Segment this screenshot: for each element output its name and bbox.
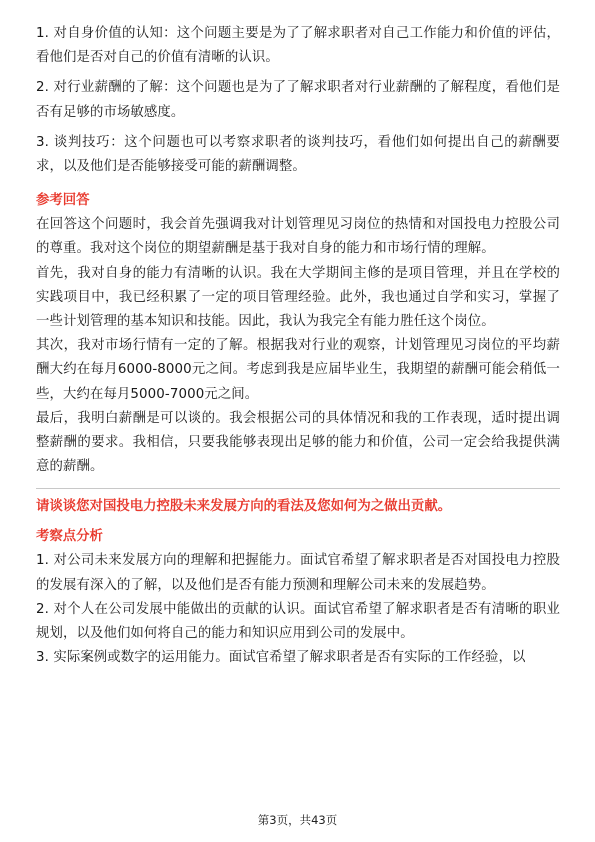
answer-paragraph-2: 首先，我对自身的能力有清晰的认识。我在大学期间主修的是项目管理，并且在学校的实践项目中，我已经积累了一定的项目管理经验。此外，我也通过自学和实习，掌握了一些计划管理的基本知识和技能。因此，我认为我完全有能力胜任这个岗位。: [36, 265, 560, 330]
question-title: 请谈谈您对国投电力控股未来发展方向的看法及您如何为之做出贡献。: [36, 499, 452, 515]
page-number: 第3页，共43页: [257, 813, 338, 827]
analysis-item-3: 3. 实际案例或数字的运用能力。面试官希望了解求职者是否有实际的工作经验，以: [36, 650, 526, 666]
criteria-item-2: 2. 对行业薪酬的了解：这个问题也是为了了解求职者对行业薪酬的了解程度，看他们是否有足够的市场敏感度。: [36, 80, 560, 120]
answer-paragraph-3: 其次，我对市场行情有一定的了解。根据我对行业的观察，计划管理见习岗位的平均薪酬大约在每月6000-8000元之间。考虑到我是应届毕业生，我期望的薪酬可能会稍低一些，大约在每月5000-7000元之间。: [36, 338, 560, 402]
answer-paragraph-1: 在回答这个问题时，我会首先强调我对计划管理见习岗位的热情和对国投电力控股公司的尊重。我对这个岗位的期望薪酬是基于我对自身的能力和市场行情的理解。: [36, 217, 560, 257]
answer-paragraph-4: 最后，我明白薪酬是可以谈的。我会根据公司的具体情况和我的工作表现，适时提出调整薪酬的要求。我相信，只要我能够表现出足够的能力和价值，公司一定会给我提供满意的薪酬。: [36, 410, 560, 475]
criteria-item-1: 1. 对自身价值的认知：这个问题主要是为了了解求职者对自己工作能力和价值的评估，看他们是否对自己的价值有清晰的认识。: [36, 26, 560, 66]
analysis-item-2: 2. 对个人在公司发展中能做出的贡献的认识。面试官希望了解求职者是否有清晰的职业规划，以及他们如何将自己的能力和知识应用到公司的发展中。: [36, 601, 560, 642]
section-divider: [36, 488, 560, 489]
document-page: [36, 22, 560, 670]
analysis-heading: 考察点分析: [36, 529, 103, 545]
analysis-item-1: 1. 对公司未来发展方向的理解和把握能力。面试官希望了解求职者是否对国投电力控股的发展有深入的了解，以及他们是否有能力预测和理解公司未来的发展趋势。: [36, 553, 560, 593]
answer-heading: 参考回答: [36, 193, 90, 209]
criteria-item-3: 3. 谈判技巧：这个问题也可以考察求职者的谈判技巧，看他们如何提出自己的薪酬要求，以及他们是否能够接受可能的薪酬调整。: [36, 134, 560, 175]
